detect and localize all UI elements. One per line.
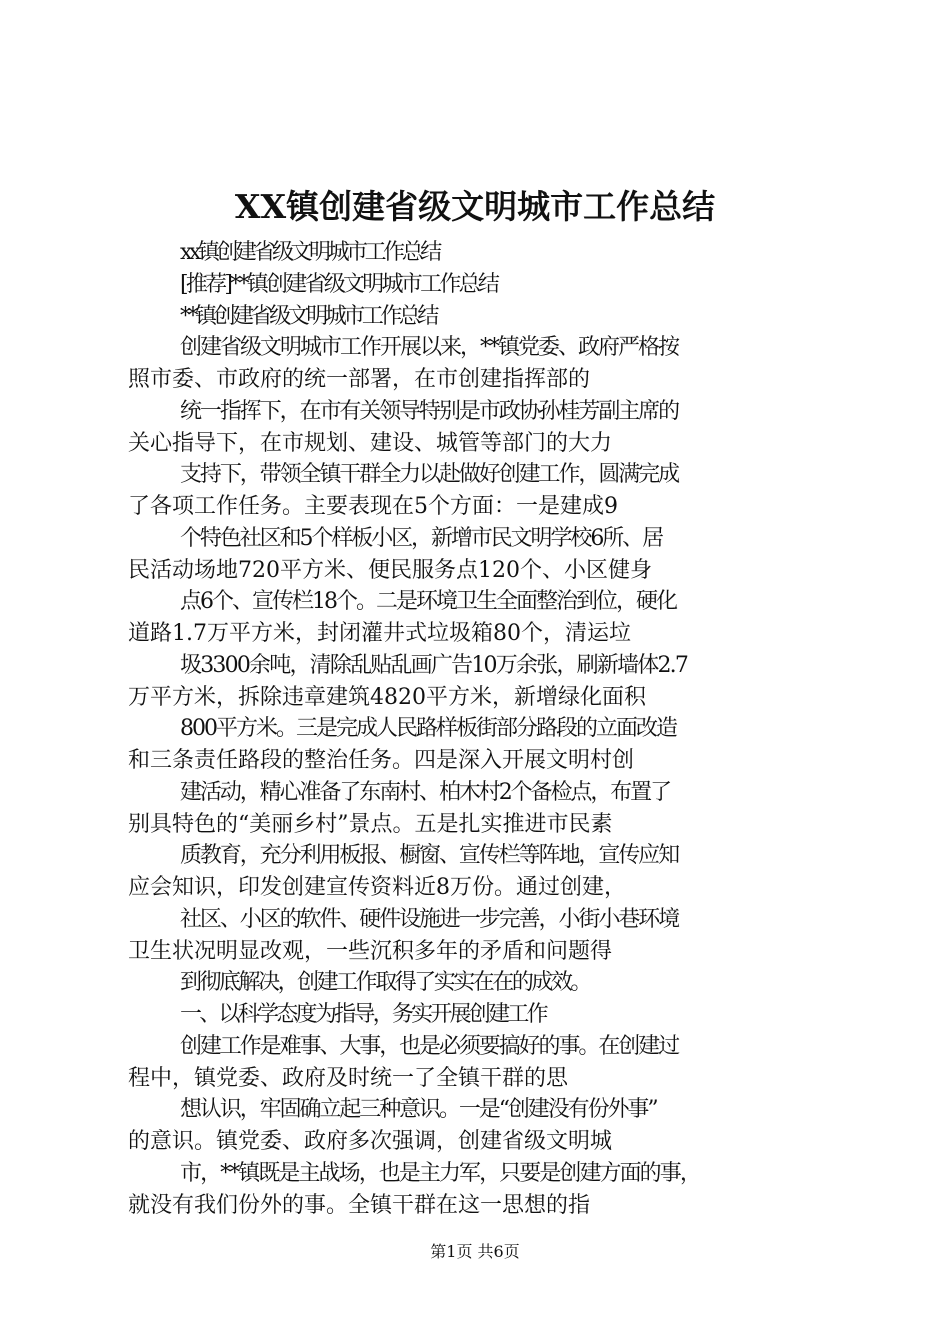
body-line: 创建工作是难事、大事，也是必须要搞好的事。在创建过 bbox=[180, 1033, 679, 1059]
body-line: 卫生状况明显改观，一些沉积多年的矛盾和问题得 bbox=[128, 938, 613, 964]
body-line: 到彻底解决，创建工作取得了实实在在的成效。 bbox=[180, 970, 590, 996]
body-line: 个特色社区和5个样板小区，新增市民文明学校6所、居 bbox=[180, 525, 662, 551]
body-line: 万平方米，拆除违章建筑4820平方米，新增绿化面积 bbox=[128, 684, 646, 710]
body-line: 的意识。镇党委、政府多次强调，创建省级文明城 bbox=[128, 1129, 613, 1154]
body-line: 统一指挥下，在市有关领导特别是市政协孙桂芳副主席的 bbox=[180, 398, 679, 424]
body-line: 创建省级文明城市工作开展以来，**镇党委、政府严格按 bbox=[180, 335, 679, 361]
body-line: 一、以科学态度为指导，务实开展创建工作 bbox=[180, 1002, 546, 1027]
body-line: 道路1.7万平方米，封闭灌井式垃圾箱80个，清运垃 bbox=[128, 621, 631, 646]
body-line: 了各项工作任务。主要表现在5个方面：一是建成9 bbox=[128, 494, 618, 519]
document-title: XX镇创建省级文明城市工作总结 bbox=[234, 187, 716, 226]
body-line: 点6个、宣传栏18个。二是环境卫生全面整治到位，硬化 bbox=[180, 589, 676, 615]
body-line: 照市委、市政府的统一部署，在市创建指挥部的 bbox=[128, 367, 591, 392]
body-line: 支持下，带领全镇干群全力以赴做好创建工作，圆满完成 bbox=[180, 462, 679, 488]
body-line: 想认识，牢固确立起三种意识。一是“创建没有份外事” bbox=[180, 1097, 657, 1123]
body-line: 圾3300余吨，清除乱贴乱画广告10万余张，刷新墙体2.7 bbox=[180, 652, 688, 678]
body-line: 质教育，充分利用板报、橱窗、宣传栏等阵地，宣传应知 bbox=[180, 843, 679, 869]
body-line: [推荐]**镇创建省级文明城市工作总结 bbox=[180, 271, 498, 297]
document-body bbox=[128, 237, 838, 1221]
body-line: 建活动，精心准备了东南村、柏木村2个备检点，布置了 bbox=[180, 779, 670, 805]
body-line: 别具特色的“美丽乡村”景点。五是扎实推进市民素 bbox=[128, 811, 613, 837]
body-line: 800平方米。三是完成人民路样板街部分路段的立面改造 bbox=[180, 716, 676, 742]
body-line: **镇创建省级文明城市工作总结 bbox=[180, 303, 436, 329]
body-line: 市，**镇既是主战场，也是主力军，只要是创建方面的事， bbox=[180, 1160, 700, 1186]
body-line: 关心指导下，在市规划、建设、城管等部门的大力 bbox=[128, 430, 613, 456]
page-footer: 第1页 共6页 bbox=[430, 1242, 520, 1261]
body-line: 就没有我们份外的事。全镇干群在这一思想的指 bbox=[128, 1192, 591, 1218]
body-line: 社区、小区的软件、硬件设施进一步完善，小街小巷环境 bbox=[180, 906, 679, 932]
body-line: 程中，镇党委、政府及时统一了全镇干群的思 bbox=[128, 1065, 569, 1091]
body-line: 和三条责任路段的整治任务。四是深入开展文明村创 bbox=[128, 748, 635, 773]
body-line: 民活动场地720平方米、便民服务点120个、小区健身 bbox=[128, 557, 652, 583]
body-line: 应会知识，印发创建宣传资料近8万份。通过创建， bbox=[128, 875, 626, 900]
body-line: xx镇创建省级文明城市工作总结 bbox=[180, 240, 439, 265]
